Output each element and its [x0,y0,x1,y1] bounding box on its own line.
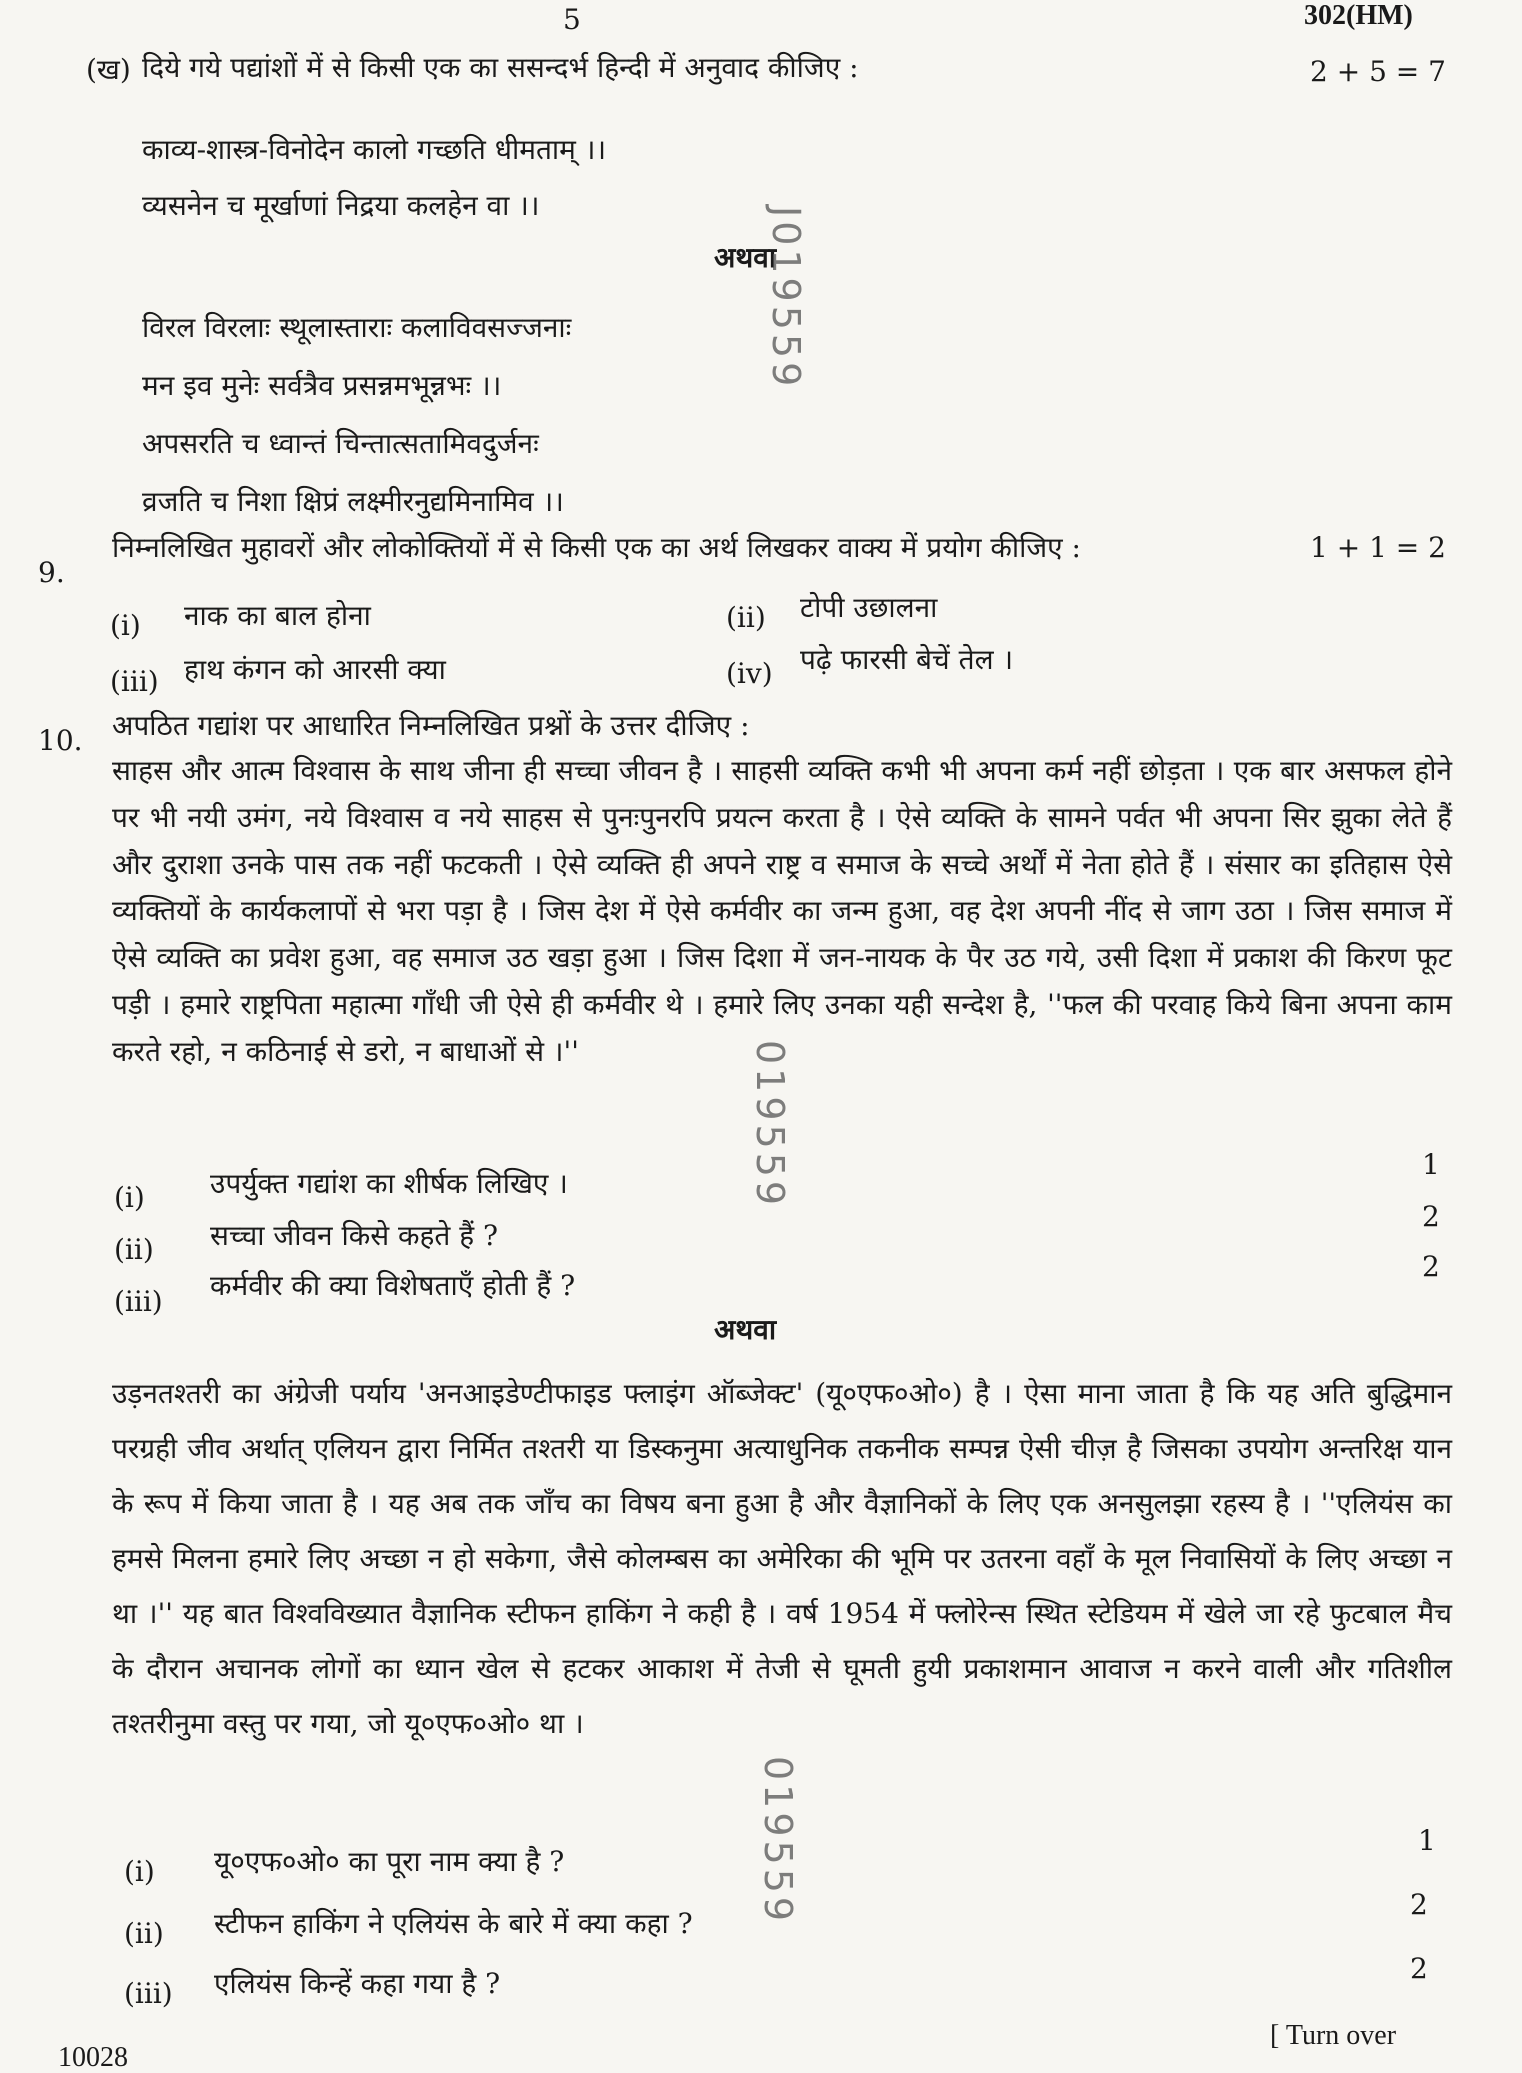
q8b-verse1-line2: व्यसनेन च मूर्खाणां निद्रया कलहेन वा ।। [142,189,540,222]
q9-option-text: हाथ कंगन को आरसी क्या [184,653,446,686]
q9-option-label: (iv) [726,657,773,690]
q10-alt-q2-label: (ii) [124,1917,164,1950]
q10-passage2-text: उड़नतश्तरी का अंग्रेजी पर्याय 'अनआइडेण्टीफाइड फ्लाइंग ऑब्जेक्ट' (यू०एफ०ओ०) है । ऐसा माना जाता है कि यह अति बुद्धिमान परग्रही जीव अर्थात् एलियन द्वारा निर्मित तश्तरी या डिस्कनुमा अत्याधुनिक तकनीक सम्पन्न ऐसी चीज़ है जिसका उपयोग अन्तरिक्ष यान के रूप में किया जाता है । यह अब तक जाँच का विषय बना हुआ है और वैज्ञानिकों के लिए एक अनसुलझा रहस्य है । ''एलियंस का हमसे मिलना हमारे लिए अच्छा न हो सकेगा, जैसे कोलम्बस का अमेरिका की भूमि पर उतरना वहाँ के मूल निवासियों के लिए अच्छा न था ।'' यह बात विश्वविख्यात वैज्ञानिक स्टीफन हाकिंग ने कही है । वर्ष 1954 में फ्लोरेन्स स्थित स्टेडियम में खेले जा रहे फुटबाल मैच के दौरान अचानक लोगों का ध्यान खेल से हटकर आकाश में तेजी से घूमती हुयी प्रकाशमान आवाज न करने वाली और गतिशील तश्तरीनुमा वस्तु पर गया, जो यू०एफ०ओ० था । [112,1377,1452,1740]
q10-or: अथवा [714,1313,777,1346]
q10-instruction: अपठित गद्यांश पर आधारित निम्नलिखित प्रश्नों के उत्तर दीजिए : [112,709,750,742]
q10-alt-q1-text: यू०एफ०ओ० का पूरा नाम क्या है ? [214,1845,565,1878]
q10-passage1-text: साहस और आत्म विश्वास के साथ जीना ही सच्चा जीवन है । साहसी व्यक्ति कभी भी अपना कर्म नहीं छोड़ता । एक बार असफल होने पर भी नयी उमंग, नये विश्वास व नये साहस से पुनःपुनरपि प्रयत्न करता है । ऐसे व्यक्ति के सामने पर्वत भी अपना सिर झुका लेते हैं और दुराशा उनके पास तक नहीं फटकती । ऐसे व्यक्ति ही अपने राष्ट्र व समाज के सच्चे अर्थों में नेता होते हैं । संसार का इतिहास ऐसे व्यक्तियों के कार्यकलापों से भरा पड़ा है । जिस देश में ऐसे कर्मवीर का जन्म हुआ, वह देश अपनी नींद से जाग उठा । जिस समाज में ऐसे व्यक्ति का प्रवेश हुआ, वह समाज उठ खड़ा हुआ । जिस दिशा में जन-नायक के पैर उठ गये, उसी दिशा में प्रकाश की किरण फूट पड़ी । हमारे राष्ट्रपिता महात्मा गाँधी जी ऐसे ही कर्मवीर थे । हमारे लिए उनका यही सन्देश है, ''फल की परवाह किये बिना अपना काम करते रहो, न कठिनाई से डरो, न बाधाओं से ।'' [112,754,1452,1068]
q10-alt-q3-marks: 2 [1410,1952,1428,1985]
page-number: 5 [563,3,581,36]
paper-code: 302(HM) [1304,0,1413,31]
stamp-mark: 019559 [748,1040,792,1210]
q8b-marks: 2 + 5 = 7 [1310,55,1446,88]
q9-option-label: (i) [110,609,141,642]
q10-alt-q2-marks: 2 [1410,1888,1428,1921]
q8b-instruction: दिये गये पद्यांशों में से किसी एक का ससन्दर्भ हिन्दी में अनुवाद कीजिए : [142,51,859,84]
q10-alt-q2-text: स्टीफन हाकिंग ने एलियंस के बारे में क्या कहा ? [214,1907,693,1940]
q8b-verse2-line2: मन इव मुनेः सर्वत्रैव प्रसन्नमभून्नभः ।। [142,369,502,402]
stamp-mark: J019559 [764,206,808,391]
q10-alt-q1-marks: 1 [1418,1824,1436,1857]
q9-option-label: (ii) [726,601,766,634]
q8b-verse2-line1: विरल विरलाः स्थूलास्ताराः कलाविवसज्जनाः [142,311,572,344]
q8b-verse1-line1: काव्य-शास्त्र-विनोदेन कालो गच्छति धीमताम् ।। [142,133,607,166]
q10-alt-q3-text: एलियंस किन्हें कहा गया है ? [214,1967,501,2000]
q9-option-text: नाक का बाल होना [184,599,371,632]
q9-option-text: टोपी उछालना [800,591,938,624]
q10-number: 10. [38,724,83,757]
q10-q2-label: (ii) [114,1233,154,1266]
q10-alt-q1-label: (i) [124,1855,155,1888]
q9-option-label: (iii) [110,665,159,698]
q10-passage2 [112,1366,1452,1751]
q9-marks: 1 + 1 = 2 [1310,531,1446,564]
q8b-or: अथवा [714,241,777,274]
q10-q1-text: उपर्युक्त गद्यांश का शीर्षक लिखिए । [210,1167,568,1200]
stamp-mark: 019559 [756,1756,800,1926]
q9-option-text: पढ़े फारसी बेचें तेल । [800,643,1014,676]
q10-passage1 [112,748,1452,1076]
q10-q2-marks: 2 [1422,1200,1440,1233]
footer-code: 10028 [58,2042,128,2073]
q10-alt-q3-label: (iii) [124,1977,173,2010]
turn-over: [ Turn over [1270,2020,1397,2051]
q8b-label: (ख) [86,53,131,86]
q10-q3-marks: 2 [1422,1250,1440,1283]
q9-number: 9. [38,556,65,589]
q9-instruction: निम्नलिखित मुहावरों और लोकोक्तियों में से किसी एक का अर्थ लिखकर वाक्य में प्रयोग कीजिए : [112,531,1081,564]
q10-q2-text: सच्चा जीवन किसे कहते हैं ? [210,1219,499,1252]
q10-q1-marks: 1 [1422,1148,1440,1181]
q10-q3-label: (iii) [114,1285,163,1318]
q8b-verse2-line4: व्रजति च निशा क्षिप्रं लक्ष्मीरनुद्यमिनामिव ।। [142,485,564,518]
q10-q1-label: (i) [114,1181,145,1214]
q8b-verse2-line3: अपसरति च ध्वान्तं चिन्तात्सतामिवदुर्जनः [142,427,539,460]
q10-q3-text: कर्मवीर की क्या विशेषताएँ होती हैं ? [210,1269,576,1302]
